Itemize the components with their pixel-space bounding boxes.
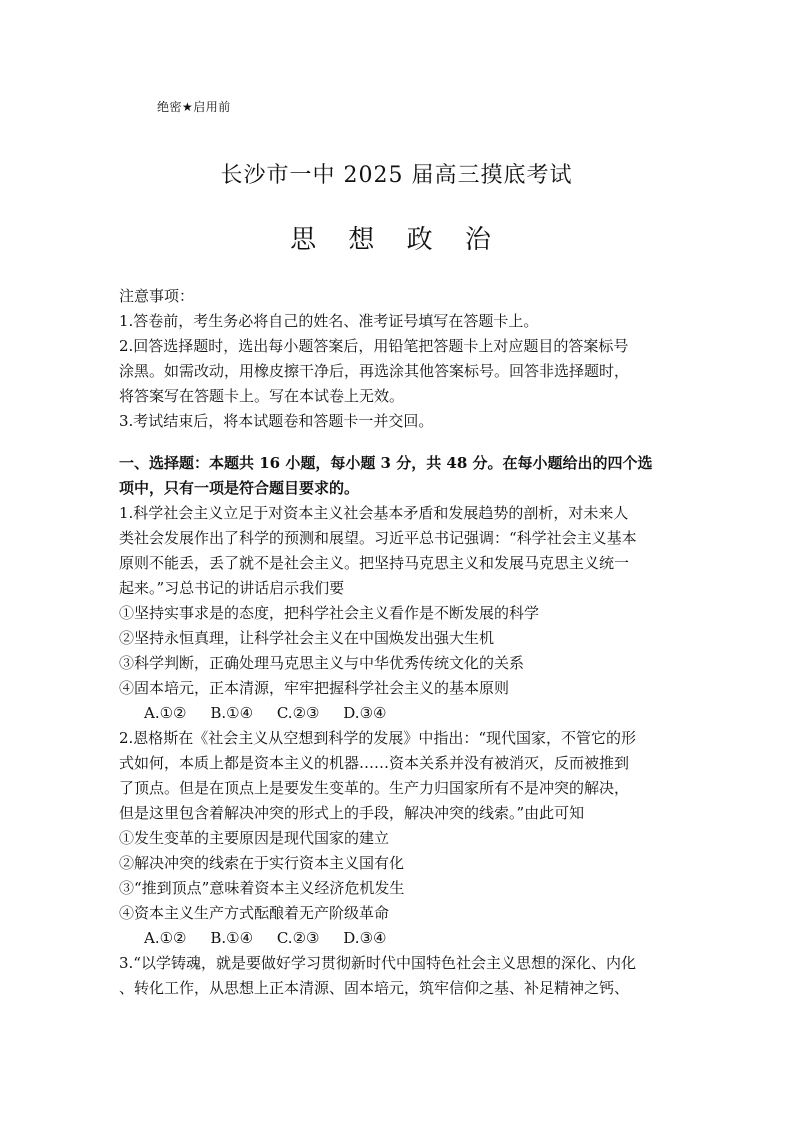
section-heading: 项中，只有一项是符合题目要求的。	[119, 479, 360, 497]
question-stem: 原则不能丢，丢了就不是社会主义。把坚持马克思主义和发展马克思主义统一	[119, 554, 630, 572]
statement: ④固本培元，正本清源，牢牢把握科学社会主义的基本原则	[119, 679, 510, 697]
statement: ④资本主义生产方式酝酿着无产阶级革命	[119, 904, 390, 922]
question-stem: 但是这里包含着解决冲突的形式上的手段，解决冲突的线索。”由此可知	[119, 804, 585, 822]
answer-options: A.①② B.①④ C.②③ D.③④	[144, 704, 387, 722]
section-gap	[119, 434, 679, 451]
notice-line: 将答案写在答题卡上。写在本试卷上无效。	[119, 387, 405, 405]
statement: ①坚持实事求是的态度，把科学社会主义看作是不断发展的科学	[119, 604, 540, 622]
statement: ①发生变革的主要原因是现代国家的建立	[119, 829, 390, 847]
notice-line: 2.回答选择题时，选出每小题答案后，用铅笔把答题卡上对应题目的答案标号	[119, 337, 629, 355]
statement: ②解决冲突的线索在于实行资本主义国有化	[119, 854, 405, 872]
question-stem: 1.科学社会主义立足于对资本主义社会基本矛盾和发展趋势的剖析，对未来人	[119, 504, 629, 522]
answer-options: A.①② B.①④ C.②③ D.③④	[144, 929, 387, 947]
question-stem: 式如何，本质上都是资本主义的机器……资本关系并没有被消灭，反而被推到	[119, 754, 630, 772]
question-stem: 类社会发展作出了科学的预测和展望。习近平总书记强调：“科学社会主义基本	[119, 529, 637, 547]
question-3	[119, 951, 679, 1001]
statement: ③“推到顶点”意味着资本主义经济危机发生	[119, 879, 405, 897]
question-stem: 起来。”习总书记的讲话启示我们要	[119, 579, 345, 597]
statement: ③科学判断，正确处理马克思主义与中华优秀传统文化的关系	[119, 654, 525, 672]
question-stem: 了顶点。但是在顶点上是要发生变革的。生产力归国家所有不是冲突的解决，	[119, 779, 630, 797]
question-1	[119, 501, 679, 726]
exam-title: 长沙市一中 2025 届高三摸底考试	[220, 163, 573, 188]
subject-title: 思 想 政 治	[290, 225, 503, 255]
notice-heading: 注意事项：	[119, 287, 195, 305]
question-stem: 、转化工作，从思想上正本清源、固本培元，筑牢信仰之基、补足精神之钙、	[119, 979, 630, 997]
statement: ②坚持永恒真理，让科学社会主义在中国焕发出强大生机	[119, 629, 495, 647]
question-stem: 3.“以学铸魂，就是要做好学习贯彻新时代中国特色社会主义思想的深化、内化	[119, 954, 636, 972]
exam-body	[119, 284, 679, 1001]
question-2	[119, 726, 679, 951]
question-stem: 2.恩格斯在《社会主义从空想到科学的发展》中指出：“现代国家，不管它的形	[119, 729, 636, 747]
section-heading: 一、选择题：本题共 16 小题，每小题 3 分，共 48 分。在每小题给出的四个选	[119, 454, 653, 472]
notice-line: 1.答卷前，考生务必将自己的姓名、准考证号填写在答题卡上。	[119, 312, 539, 330]
notice-line: 3.考试结束后，将本试题卷和答题卡一并交回。	[119, 412, 434, 430]
notice-line: 涂黑。如需改动，用橡皮擦干净后，再选涂其他答案标号。回答非选择题时，	[119, 362, 630, 380]
confidential-label: 绝密★启用前	[157, 100, 231, 114]
